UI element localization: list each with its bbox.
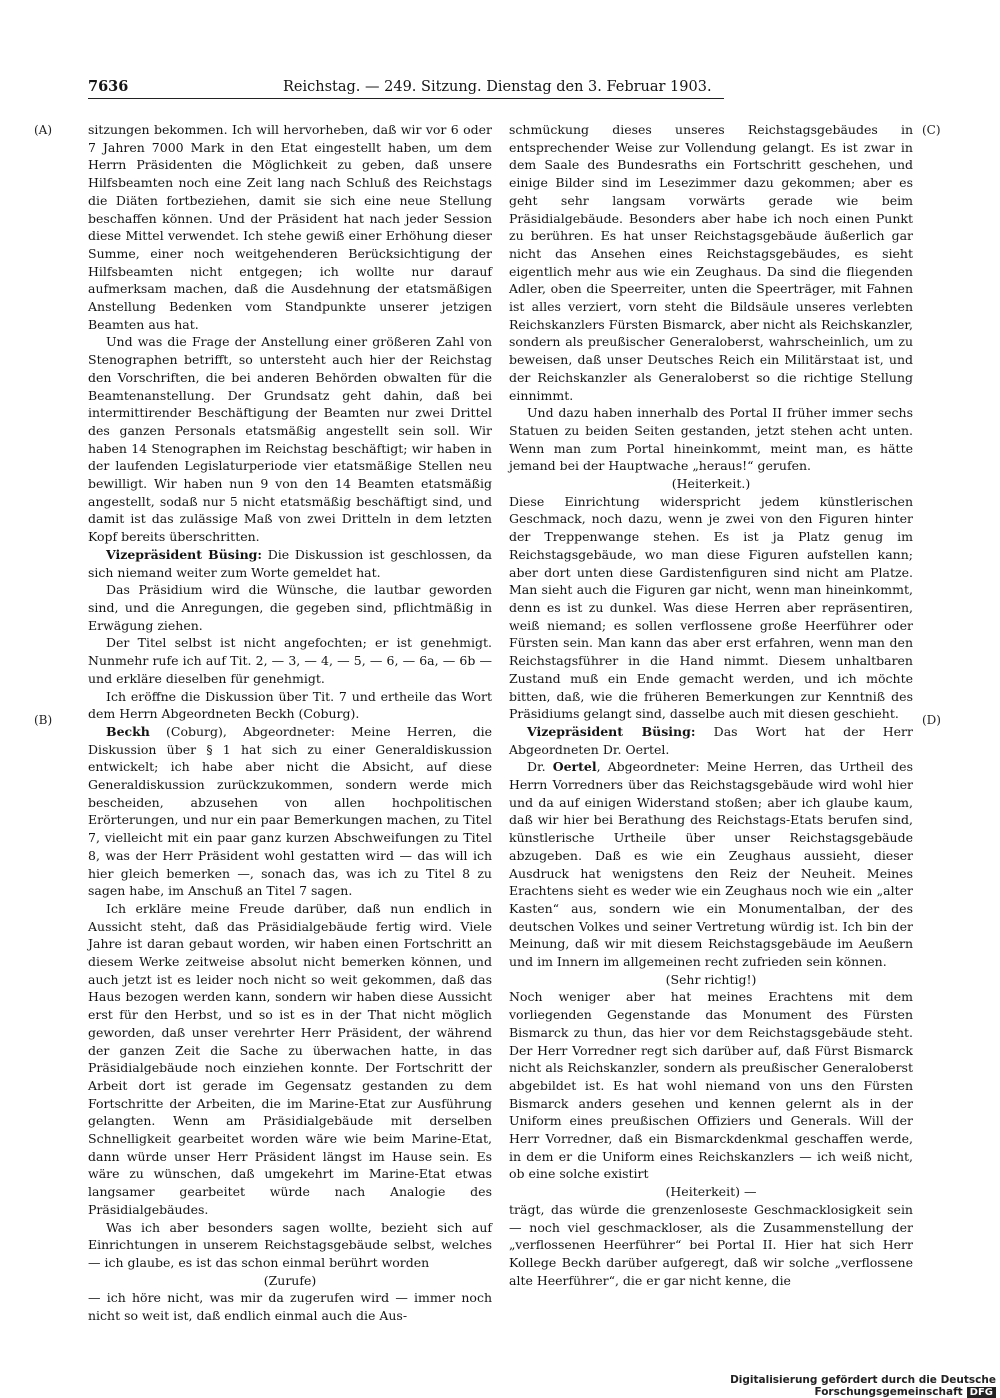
paragraph bbox=[509, 758, 913, 970]
running-title: Reichstag. — 249. Sitzung. Dienstag den 3. Februar 1903. bbox=[283, 79, 712, 95]
credit-text: Digitalisierung gefördert durch die Deutsche Forschungsgemeinschaft bbox=[730, 1374, 996, 1398]
right-column bbox=[509, 121, 913, 1289]
speaker-name: Beckh bbox=[106, 723, 150, 739]
paragraph: Was ich aber besonders sagen wollte, bezieht sich auf Einrichtungen in unserem Reichstagsgebäude selbst, welches — ich glaube, es ist das schon einmal berührt worden bbox=[88, 1219, 492, 1270]
digitization-credit bbox=[606, 1374, 996, 1398]
interjection: (Zurufe) bbox=[263, 1272, 317, 1288]
paragraph: Und dazu haben innerhalb des Portal II früher immer sechs Statuen zu beiden Seiten gestanden, jetzt stehen acht unten. Wenn man zum Portal hineinkommt, meint man, es hätte jemand bei der Hauptwache „heraus!“ gerufen. bbox=[509, 405, 913, 474]
margin-marker-c: (C) bbox=[922, 123, 941, 137]
speech-text: , Abgeordneter: Meine Herren, das Urtheil des Herrn Vorredners über das Reichstagsgebäude wird wohl hier und da auf einigen Widerstand stoßen; aber ich glaube kaum, daß wir hier bei Berathung des Reichstags-Etats berufen sind, künstlerische Urtheile über unser Reichstagsgebäude abzugeben. Daß es wie ein Zeughaus aussieht, dieser Ausdruck hat wenigstens den Reiz der Neuheit. Meines Erachtens sieht es weder wie ein Zeughaus noch wie ein „alter Kasten“ aus, sondern wie ein Monumentalban, der des deutschen Volkes und seiner Vertretung würdig ist. Ich bin der Meinung, daß wir mit diesem Reichstagsgebäude im Aeußern und im Innern im allgemeinen recht zufrieden sein können. bbox=[509, 759, 913, 970]
page-number: 7636 bbox=[88, 78, 129, 95]
margin-marker-a: (A) bbox=[34, 123, 53, 137]
paragraph bbox=[88, 723, 492, 900]
interjection: (Heiterkeit.) bbox=[671, 476, 751, 492]
speaker-name: Vizepräsident Büsing: bbox=[527, 723, 696, 739]
speech-text: (Coburg), Abgeordneter: Meine Herren, die Diskussion über § 1 hat sich zu einer Generaldiskussion entwickelt; ich habe aber nicht die Absicht, auf diese Generaldiskussion zurückzukommen, sondern werde mich bescheiden, abzusehen von allen hochpolitischen Erörterungen, und nur ein paar Bemerkungen machen, zu Titel 7, vielleicht mit ein paar ganz kurzen Abschweifungen zu Titel 8, was der Herr Präsident wohl gestatten wird — das will ich hier gleich bemerken —, sonach das, was ich zu Titel 8 zu sagen habe, im Anschuß an Titel 7 sagen. bbox=[88, 723, 492, 899]
paragraph: Der Titel selbst ist nicht angefochten; er ist genehmigt. Nunmehr rufe ich auf Tit. 2, — 3, — 4, — 5, — 6, — 6a, — 6b — und erkläre dieselben für genehmigt. bbox=[88, 635, 492, 686]
page-header bbox=[88, 76, 724, 99]
speech-text: Das Wort hat der Herr Abgeordneten Dr. Oertel. bbox=[509, 723, 913, 757]
paragraph: sitzungen bekommen. Ich will hervorheben, daß wir vor 6 oder 7 Jahren 7000 Mark in den Etat eingestellt haben, um dem Herrn Präsidenten die Möglichkeit zu geben, daß unsere Hilfsbeamten noch eine Zeit lang nach Schluß des Reichstags die Diäten fortbeziehen, damit sie sich eine neue Stellung beschaffen können. Und der Präsident hat nach jeder Session diese Mittel verwendet. Ich stehe gewiß einer Erhöhung dieser Summe, einer noch weitgehenderen Berücksichtigung der Hilfsbeamten nicht entgegen; ich wollte nur darauf aufmerksam machen, daß die Ausdehnung der etatsmäßigen Anstellung Bedenken vom Standpunkte unserer jetzigen Beamten aus hat. bbox=[88, 122, 492, 332]
left-column bbox=[88, 121, 492, 1325]
paragraph bbox=[88, 546, 492, 581]
paragraph: — ich höre nicht, was mir da zugerufen wird — immer noch nicht so weit ist, daß endlich einmal auch die Aus- bbox=[88, 1290, 492, 1324]
paragraph: Und was die Frage der Anstellung einer größeren Zahl von Stenographen betrifft, so untersteht auch hier der Reichstag den Vorschriften, die bei anderen Behörden obwalten für die Beamtenanstellung. Der Grundsatz geht dahin, daß bei intermittirender Beschäftigung der Beamten nur zwei Drittel des ganzen Personals etatsmäßig angestellt sein soll. Wir haben 14 Stenographen im Reichstag beschäftigt; wir haben in der laufenden Legislaturperiode vier etatsmäßige Stellen neu bewilligt. Wir haben nun 9 von den 14 Beamten etatsmäßig angestellt, sodaß nur 5 nicht etatsmäßig beschäftigt sind, und damit ist das zulässige Maß von zwei Dritteln in dem letzten Kopf bereits überschritten. bbox=[88, 334, 492, 545]
paragraph: Das Präsidium wird die Wünsche, die lautbar geworden sind, und die Anregungen, die gegeben sind, pflichtmäßig in Erwägung ziehen. bbox=[88, 582, 492, 633]
speech-text: Die Diskussion ist geschlossen, da sich niemand weiter zum Worte gemeldet hat. bbox=[88, 546, 493, 580]
paragraph: trägt, das würde die grenzenloseste Geschmacklosigkeit sein — noch viel geschmackloser, als die Zusammenstellung der „verflossenen Heerführer“ bei Portal II. Hier hat sich Herr Kollege Beckh darüber aufgeregt, daß wir solche „verflossene alte Heerführer“, die er gar nicht kenne, die bbox=[509, 1201, 913, 1288]
paragraph: schmückung dieses unseres Reichstagsgebäudes in entsprechender Weise zur Vollendung gelangt. Es ist zwar in dem Saale des Bundesraths ein Fortschritt geschehen, und einige Bilder sind im Lesezimmer dazu gekommen; aber es geht sehr langsam vorwärts gerade wie beim Präsidialgebäude. Besonders aber habe ich noch einen Punkt zu berühren. Es hat unser Reichstagsgebäude äußerlich gar nicht das Ansehen eines Reichstagsgebäudes, es sieht eigentlich mehr aus wie ein Zeughaus. Da sind die fliegenden Adler, oben die Speerreiter, unten die Speerträger, mit Fahnen ist alles verziert, vorn steht die Bildsäule unseres verlebten Reichskanzlers Fürsten Bismarck, aber nicht als Reichskanzler, sondern als preußischer Generaloberst, wahrscheinlich, um zu beweisen, daß unser Deutsches Reich ein Militärstaat ist, und der Reichskanzler als Generaloberst so die richtige Stellung einnimmt. bbox=[509, 122, 913, 403]
dfg-logo: DFG bbox=[967, 1387, 996, 1398]
speaker-name: Oertel bbox=[552, 759, 597, 775]
margin-marker-d: (D) bbox=[922, 713, 941, 727]
paragraph: Ich eröffne die Diskussion über Tit. 7 und ertheile das Wort dem Herrn Abgeordneten Beckh (Coburg). bbox=[88, 688, 492, 722]
interjection: (Sehr richtig!) bbox=[665, 971, 757, 987]
paragraph: Noch weniger aber hat meines Erachtens mit dem vorliegenden Gegenstande das Monument des Fürsten Bismarck zu thun, das hier vor dem Reichstagsgebäude steht. Der Herr Vorredner regt sich darüber auf, daß Fürst Bismarck nicht als Reichskanzler, sondern als preußischer Generaloberst abgebildet ist. Es hat wohl niemand von uns den Fürsten Bismarck anders gesehen und kennen gelernt als in der Uniform eines preußischen Offiziers und Generals. Will der Herr Vorredner, daß ein Bismarckdenkmal geschaffen werde, in dem er die Uniform eines Reichskanzlers — ich weiß nicht, ob eine solche existirt bbox=[509, 989, 913, 1182]
paragraph: Ich erkläre meine Freude darüber, daß nun endlich in Aussicht steht, daß das Präsidialgebäude fertig wird. Viele Jahre ist daran gebaut worden, wir haben einen Fortschritt an diesem Werke zeitweise absolut nicht bemerken können, und auch jetzt ist es leider noch nicht so weit gekommen, daß das Haus bezogen werden kann, sondern wir haben diese Aussicht erst für den Herbst, und so ist es in der That nicht möglich geworden, daß unser verehrter Herr Präsident, der während der ganzen Zeit die Sache zu überwachen hatte, in das Präsidialgebäude noch einziehen konnte. Der Fortschritt der Arbeit dort ist gerade im Gegensatz gestanden zu dem Fortschritte der Arbeiten, die im Marine-Etat zur Ausführung gelangten. Wenn am Präsidialgebäude mit derselben Schnelligkeit gearbeitet worden wäre wie beim Marine-Etat, dann würde unser Herr Präsident längst im Hause sein. Es wäre zu wünschen, daß umgekehrt im Marine-Etat etwas langsamer gearbeitet würde nach Analogie des Präsidialgebäudes. bbox=[88, 900, 492, 1217]
speaker-title: Dr. bbox=[527, 759, 553, 775]
margin-marker-b: (B) bbox=[34, 713, 53, 727]
paragraph: Diese Einrichtung widerspricht jedem künstlerischen Geschmack, noch dazu, wenn je zwei von den Figuren hinter der Treppenwange stehen. Es ist ja Platz genug im Reichstagsgebäude, wo man diese Figuren aufstellen kann; aber dort unten diese Gardistenfiguren sind nicht am Platze. Man sieht auch die Figuren gar nicht, wenn man hineinkommt, denn es ist zu dunkel. Was diese Herren aber repräsentiren, weiß niemand; es sollen verflossene große Heerführer oder Fürsten sein. Man kann das aber erst erfahren, wenn man den Reichstagsführer in die Hand nimmt. Diesem unhaltbaren Zustand muß ein Ende gemacht werden, und ich möchte bitten, daß, wie die früheren Bemerkungen zur Kenntniß des Präsidiums gelangt sind, dasselbe auch mit diesen geschieht. bbox=[509, 493, 913, 722]
speaker-name: Vizepräsident Büsing: bbox=[106, 546, 263, 562]
paragraph bbox=[509, 723, 913, 758]
interjection: (Heiterkeit) — bbox=[665, 1184, 757, 1200]
